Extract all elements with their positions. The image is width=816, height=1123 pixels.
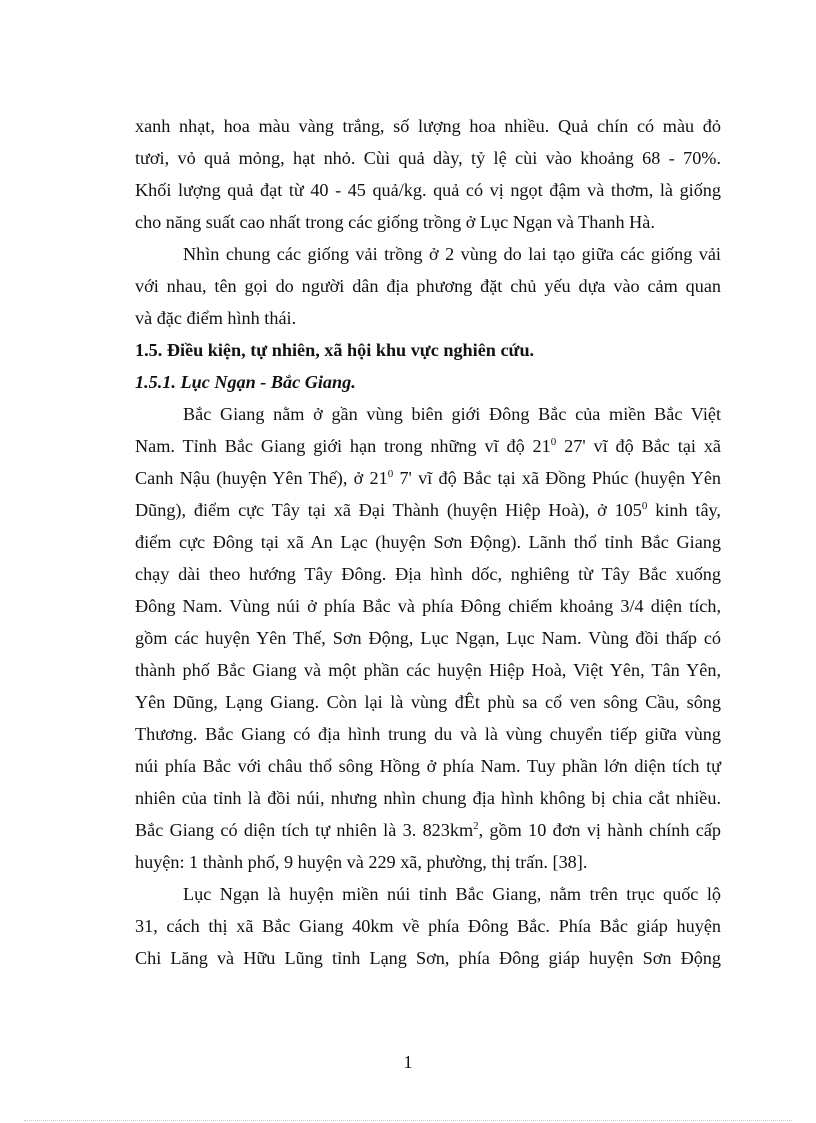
degree-superscript: 0: [550, 436, 557, 448]
paragraph-line: Nhìn chung các giống vải trồng ở 2 vùng do lai tạo giữa các giống vải: [183, 244, 721, 264]
subsection-heading: 1.5.1. Lục Ngạn - Bắc Giang.: [135, 372, 356, 392]
paragraph-line: chạy dài theo hướng Tây Đông. Địa hình dốc, nghiêng từ Tây Bắc xuống: [135, 564, 721, 584]
paragraph-line: 31, cách thị xã Bắc Giang 40km về phía Đông Bắc. Phía Bắc giáp huyện: [135, 916, 721, 936]
paragraph-line: [135, 430, 721, 462]
paragraph-line: xanh nhạt, hoa màu vàng trắng, số lượng hoa nhiều. Quả chín có màu đỏ: [135, 116, 721, 136]
paragraph-line: Đông Nam. Vùng núi ở phía Bắc và phía Đông chiếm khoảng 3/4 diện tích,: [135, 596, 721, 616]
paragraph-line: [135, 494, 721, 526]
paragraph-line: Khối lượng quả đạt từ 40 - 45 quả/kg. quả có vị ngọt đậm và thơm, là giống: [135, 180, 721, 200]
text-run: , gồm 10 đơn vị hành chính cấp: [478, 820, 721, 840]
page-bottom-divider: [24, 1120, 792, 1121]
paragraph-line: Chi Lăng và Hữu Lũng tỉnh Lạng Sơn, phía Đông giáp huyện Sơn Động: [135, 948, 721, 968]
text-run: kinh tây,: [647, 500, 721, 520]
text-run: Canh Nậu (huyện Yên Thế), ở 21: [135, 468, 388, 488]
paragraph-line: thành phố Bắc Giang và một phần các huyện Hiệp Hoà, Việt Yên, Tân Yên,: [135, 660, 721, 680]
paragraph-line: tươi, vỏ quả mỏng, hạt nhỏ. Cùi quả dày, tỷ lệ cùi vào khoảng 68 - 70%.: [135, 148, 721, 168]
text-run: Nam. Tỉnh Bắc Giang giới hạn trong những vĩ độ 21: [135, 436, 551, 456]
paragraph-line: nhiên của tỉnh là đồi núi, nhưng nhìn chung địa hình không bị chia cắt nhiều.: [135, 788, 721, 808]
paragraph-line: huyện: 1 thành phố, 9 huyện và 229 xã, phường, thị trấn. [38].: [135, 852, 588, 872]
squared-superscript: 2: [473, 820, 479, 832]
paragraph-line: Lục Ngạn là huyện miền núi tỉnh Bắc Giang, nằm trên trục quốc lộ: [183, 884, 721, 904]
degree-superscript: 0: [387, 468, 394, 480]
paragraph-line: [135, 814, 721, 846]
body-text: [135, 110, 721, 974]
paragraph-line: Yên Dũng, Lạng Giang. Còn lại là vùng đÊt phù sa cổ ven sông Cầu, sông: [135, 692, 721, 712]
paragraph-line: [135, 462, 721, 494]
paragraph-line: Bắc Giang nằm ở gần vùng biên giới Đông Bắc của miền Bắc Việt: [183, 404, 721, 424]
paragraph-line: núi phía Bắc với châu thổ sông Hồng ở phía Nam. Tuy phần lớn diện tích tự: [135, 756, 721, 776]
section-heading: 1.5. Điều kiện, tự nhiên, xã hội khu vực nghiên cứu.: [135, 340, 535, 360]
paragraph-line: cho năng suất cao nhất trong các giống trồng ở Lục Ngạn và Thanh Hà.: [135, 212, 655, 232]
paragraph-line: Thương. Bắc Giang có địa hình trung du và là vùng chuyển tiếp giữa vùng: [135, 724, 721, 744]
paragraph-line: gồm các huyện Yên Thế, Sơn Động, Lục Ngạn, Lục Nam. Vùng đồi thấp có: [135, 628, 721, 648]
paragraph-line: với nhau, tên gọi do người dân địa phương đặt chủ yếu dựa vào cảm quan: [135, 276, 721, 296]
text-run: Dũng), điểm cực Tây tại xã Đại Thành (huyện Hiệp Hoà), ở 105: [135, 500, 642, 520]
text-run: 7' vĩ độ Bắc tại xã Đồng Phúc (huyện Yên: [393, 468, 721, 488]
paragraph-line: điểm cực Đông tại xã An Lạc (huyện Sơn Động). Lãnh thổ tỉnh Bắc Giang: [135, 532, 721, 552]
page-number: 1: [403, 1052, 413, 1072]
degree-superscript: 0: [641, 500, 648, 512]
paragraph-line: và đặc điểm hình thái.: [135, 308, 297, 328]
text-run: Bắc Giang có diện tích tự nhiên là 3. 823km: [135, 820, 474, 840]
text-run: 27' vĩ độ Bắc tại xã: [556, 436, 721, 456]
